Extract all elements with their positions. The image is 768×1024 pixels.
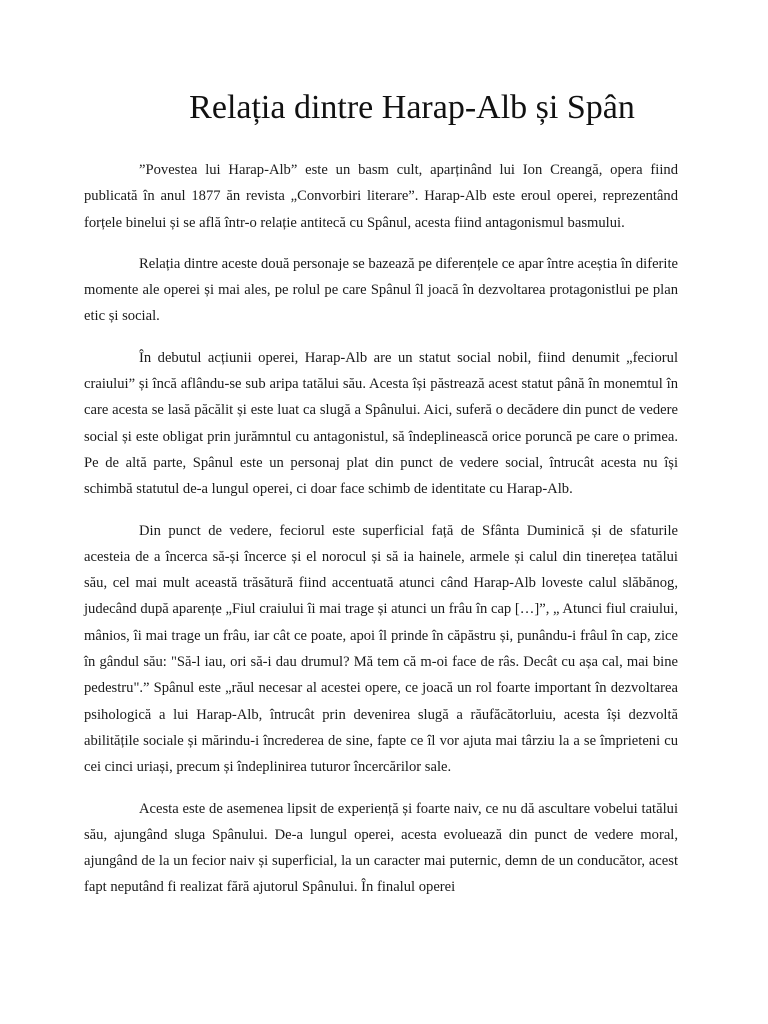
paragraph-1: ”Povestea lui Harap-Alb” este un basm cult, aparținând lui Ion Creangă, opera fiind publicată în anul 1877 ăn revista „Convorbiri literare”. Harap-Alb este eroul operei, reprezentând forțele binelui și se află într-o relație antitecă cu Spânul, acesta fiind antagonismul basmului. (84, 162, 678, 231)
paragraph-5: Acesta este de asemenea lipsit de experiență și foarte naiv, ce nu dă ascultare vobelui tatălui său, ajungând sluga Spânului. De-a lungul operei, acesta evoluează din punct de vedere moral, ajungând de la un fecior naiv și superficial, la un caracter mai puternic, demn de un conducător, acest fapt neputând fi realizat fără ajutorul Spânului. În finalul operei (84, 800, 678, 896)
paragraph-3: În debutul acțiunii operei, Harap-Alb are un statut social nobil, fiind denumit „feciorul craiului” și încă aflându-se sub aripa tatălui său. Acesta își păstrează acest statut până în monemtul în care acesta se lasă păcălit și este luat ca slugă a Spânului. Aici, suferă o decădere din punct de vedere social și este obligat prin jurămntul cu antagonistul, să îndeplinească orice poruncă pe care o primea. Pe de altă parte, Spânul este un personaj plat din punct de vedere social, întrucât acesta nu își schimbă statutul de-a lungul operei, ci doar face schimb de identitate cu Harap-Alb. (84, 349, 678, 498)
document-body (84, 157, 678, 916)
document-title: Relația dintre Harap-Alb și Spân (189, 89, 635, 126)
paragraph-4: Din punct de vedere, feciorul este superficial față de Sfânta Duminică și de sfaturile acesteia de a încerca să-și încerce și el norocul și să ia hainele, armele și calul din tinerețea tatălui său, cel mai mult această trăsătură fiind accentuată atunci când Harap-Alb loveste calul slăbănog, judecând după aparențe „Fiul craiului îi mai trage și atunci un frâu în cap […]”, „ Atunci fiul craiului, mânios, îi mai trage un frâu, iar cât ce poate, apoi îl prinde în căpăstru și, punându-i frâul în cap, zice în gândul său: "Să-l iau, ori să-i dau drumul? Mă tem că m-oi face de râs. Decât cu așa cal, mai bine pedestru".” Spânul este „răul necesar al acestei opere, ce joacă un rol foarte important în dezvoltarea psihologică a lui Harap-Alb, întrucât prin devenirea slugă a răufăcătorluiu, acesta își dezvoltă abilitățile sociale și mărindu-i încrederea de sine, fapte ce îl vor ajuta mai târziu la a se împrieteni cu cei cinci uriași, precum și îndeplinirea tuturor încercărilor sale. (84, 522, 678, 776)
paragraph-2: Relația dintre aceste două personaje se bazează pe diferențele ce apar între aceștia în diferite momente ale operei și mai ales, pe rolul pe care Spânul îl joacă în dezvoltarea protagonistlui pe plan etic și social. (84, 255, 678, 325)
